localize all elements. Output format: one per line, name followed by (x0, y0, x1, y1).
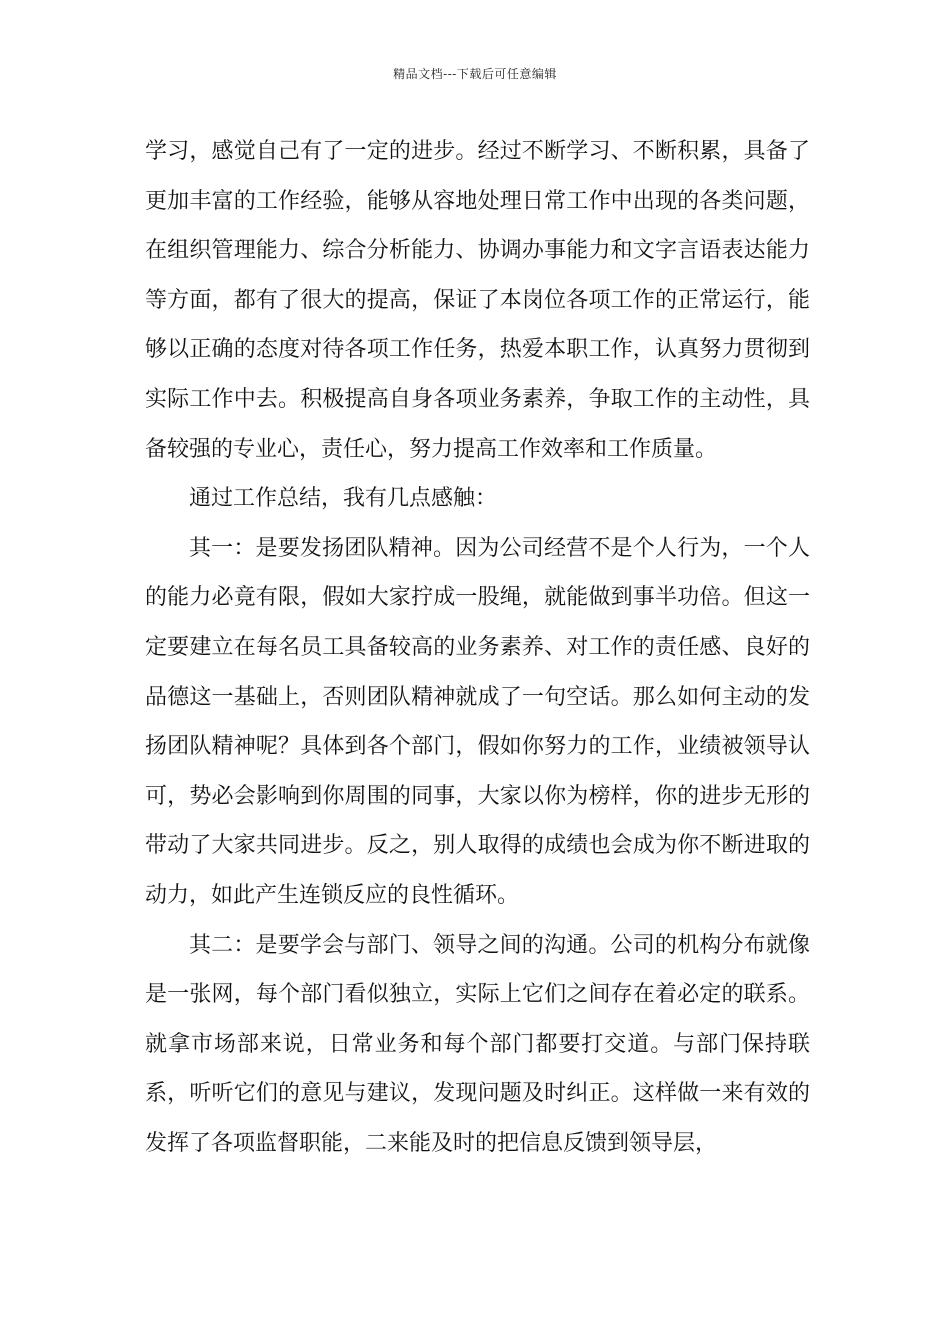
paragraph-continuation: 学习，感觉自己有了一定的进步。经过不断学习、不断积累，具备了更加丰富的工作经验，能够从容地处理日常工作中出现的各类问题，在组织管理能力、综合分析能力、协调办事能力和文字言语表达能力等方面，都有了很大的提高，保证了本岗位各项工作的正常运行，能够以正确的态度对待各项工作任务，热爱本职工作，认真努力贯彻到实际工作中去。积极提高自身各项业务素养，争取工作的主动性，具备较强的专业心，责任心，努力提高工作效率和工作质量。 (145, 139, 810, 462)
paragraph-summary-intro: 通过工作总结，我有几点感触： (189, 486, 498, 512)
document-body (145, 127, 810, 1168)
page-header: 精品文档---下载后可任意编辑 (393, 67, 557, 81)
paragraph-point-one: 其一：是要发扬团队精神。因为公司经营不是个人行为，一个人的能力必竟有限，假如大家拧成一股绳，就能做到事半功倍。但这一定要建立在每名员工具备较高的业务素养、对工作的责任感、良好的品德这一基础上，否则团队精神就成了一句空话。那么如何主动的发扬团队精神呢？具体到各个部门，假如你努力的工作，业绩被领导认可，势必会影响到你周围的同事，大家以你为榜样，你的进步无形的带动了大家共同进步。反之，别人取得的成绩也会成为你不断进取的动力，如此产生连锁反应的良性循环。 (145, 535, 810, 908)
paragraph-point-two: 其二：是要学会与部门、领导之间的沟通。公司的机构分布就像是一张网，每个部门看似独立，实际上它们之间存在着必定的联系。就拿市场部来说，日常业务和每个部门都要打交道。与部门保持联系，听听它们的意见与建议，发现问题及时纠正。这样做一来有效的发挥了各项监督职能，二来能及时的把信息反馈到领导层， (145, 932, 810, 1156)
